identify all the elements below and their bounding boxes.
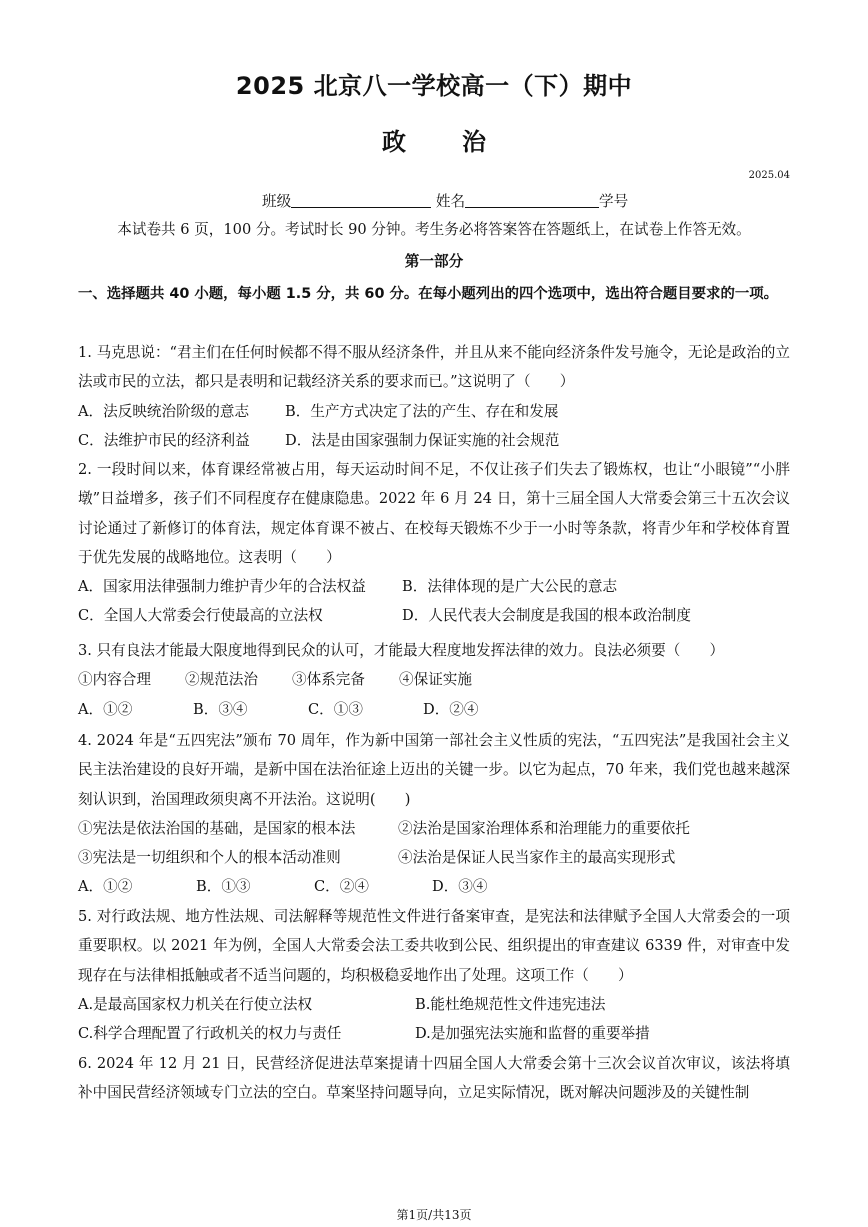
option-b: B．①③ [196,878,251,896]
options-row [78,872,790,901]
statement-4: ④保证实施 [399,671,472,689]
exam-date: 2025.04 [748,170,790,181]
option-b: B．生产方式决定了法的产生、存在和发展 [285,402,559,420]
options-row [78,990,790,1019]
option-d: D．③④ [432,878,488,896]
options-row [78,1019,790,1048]
statement-2: ②法治是国家治理体系和治理能力的重要依托 [398,819,690,837]
option-c: C．②④ [314,878,369,896]
question-stem: 1. 马克思说：“君主们在任何时候都不得不服从经济条件，并且从来不能向经济条件发号施令，无论是政治的立法或市民的立法，都只是表明和记载经济关系的要求而已。”这说明了（ ） [78,344,790,391]
option-b: B.能杜绝规范性文件违宪违法 [415,995,606,1013]
options-row [78,601,790,630]
statements-row [78,814,790,843]
options-row [78,397,790,426]
statement-2: ②规范法治 [185,671,258,689]
subject-title [0,122,868,157]
question-4 [78,726,790,902]
question-stem: 2. 一段时间以来，体育课经常被占用，每天运动时间不足，不仅让孩子们失去了锻炼权，也让“小眼镜”“小胖墩”日益增多，孩子们不同程度存在健康隐患。2022 年 6 月 24 日，第十三届全国人大常委会第三十五次会议讨论通过了新修订的体育法，规定体育课不被占、在校每天锻炼不少于一小时等条款，将青少年和学校体育置于优先发展的战略地位。这表明（ ） [78,461,790,566]
option-a: A．法反映统治阶级的意志 [78,402,250,420]
question-2 [78,455,790,631]
option-d: D.是加强宪法实施和监督的重要举措 [415,1025,650,1043]
question-6 [78,1049,790,1108]
question-5 [78,902,790,1048]
section-heading: 一、选择题共 40 小题，每小题 1.5 分，共 60 分。在每小题列出的四个选项中，选出符合题目要求的一项。 [78,286,779,302]
subject-char-2: 治 [462,128,486,156]
part-title: 第一部分 [404,253,464,270]
statement-3: ③体系完备 [292,671,365,689]
option-a: A．国家用法律强制力维护青少年的合法权益 [78,578,366,596]
statements-row [78,665,790,694]
exam-title: 2025 北京八一学校高一（下）期中 [235,72,633,100]
student-info-line [262,190,628,211]
option-c: C．法维护市民的经济利益 [78,431,250,449]
options-row [78,572,790,601]
question-stem: 3. 只有良法才能最大限度地得到民众的认可，才能最大程度地发挥法律的效力。良法必须要（ ） [78,642,725,659]
number-label: 学号 [599,193,629,210]
question-stem: 6. 2024 年 12 月 21 日，民营经济促进法草案提请十四届全国人大常委会第十三次会议首次审议，该法将填补中国民营经济领域专门立法的空白。草案坚持问题导向，立足实际情况，既对解决问题涉及的关键性制 [78,1055,790,1102]
question-1 [78,338,790,455]
option-a: A.是最高国家权力机关在行使立法权 [78,995,313,1013]
exam-notice: 本试卷共 6 页，100 分。考试时长 90 分钟。考生务必将答案答在答题纸上，在试卷上作答无效。 [117,221,751,238]
subject-char-1: 政 [382,128,406,156]
option-c: C．全国人大常委会行使最高的立法权 [78,607,323,625]
option-c: C．①③ [308,700,363,718]
option-d: D．人民代表大会制度是我国的根本政治制度 [402,607,691,625]
statement-3: ③宪法是一切组织和个人的根本活动准则 [78,849,341,867]
option-c: C.科学合理配置了行政机关的权力与责任 [78,1025,342,1043]
name-label: 姓名 [435,193,466,210]
statement-1: ①内容合理 [78,671,151,689]
option-d: D．②④ [423,700,479,718]
option-b: B．法律体现的是广大公民的意志 [402,578,618,596]
option-b: B．③④ [193,700,248,718]
question-stem: 4. 2024 年是“五四宪法”颁布 70 周年，作为新中国第一部社会主义性质的宪法，“五四宪法”是我国社会主义民主法治建设的良好开端，是新中国在法治征途上迈出的关键一步。以它为起点，70 年来，我们党也越来越深刻认识到，治国理政须臾离不开法治。这说明( ) [78,732,790,808]
statement-1: ①宪法是依法治国的基础，是国家的根本法 [78,819,356,837]
question-stem: 5. 对行政法规、地方性法规、司法解释等规范性文件进行备案审查，是宪法和法律赋予全国人大常委会的一项重要职权。以 2021 年为例，全国人大常委会法工委共收到公民、组织提出的审查建议 6339 件，对审查中发现存在与法律相抵触或者不适当问题的，均积极稳妥地作出了处理。这项工作（ ） [78,908,790,984]
statements-row [78,843,790,872]
options-row [78,695,790,724]
name-blank [465,193,599,208]
option-a: A．①② [78,700,133,718]
class-label: 班级 [262,193,292,210]
option-d: D．法是由国家强制力保证实施的社会规范 [285,431,560,449]
statement-4: ④法治是保证人民当家作主的最高实现形式 [398,849,676,867]
page-footer: 第1页/共13页 [396,1208,472,1222]
options-row [78,426,790,455]
option-a: A．①② [78,878,133,896]
question-3 [78,636,790,724]
class-blank [291,193,431,208]
